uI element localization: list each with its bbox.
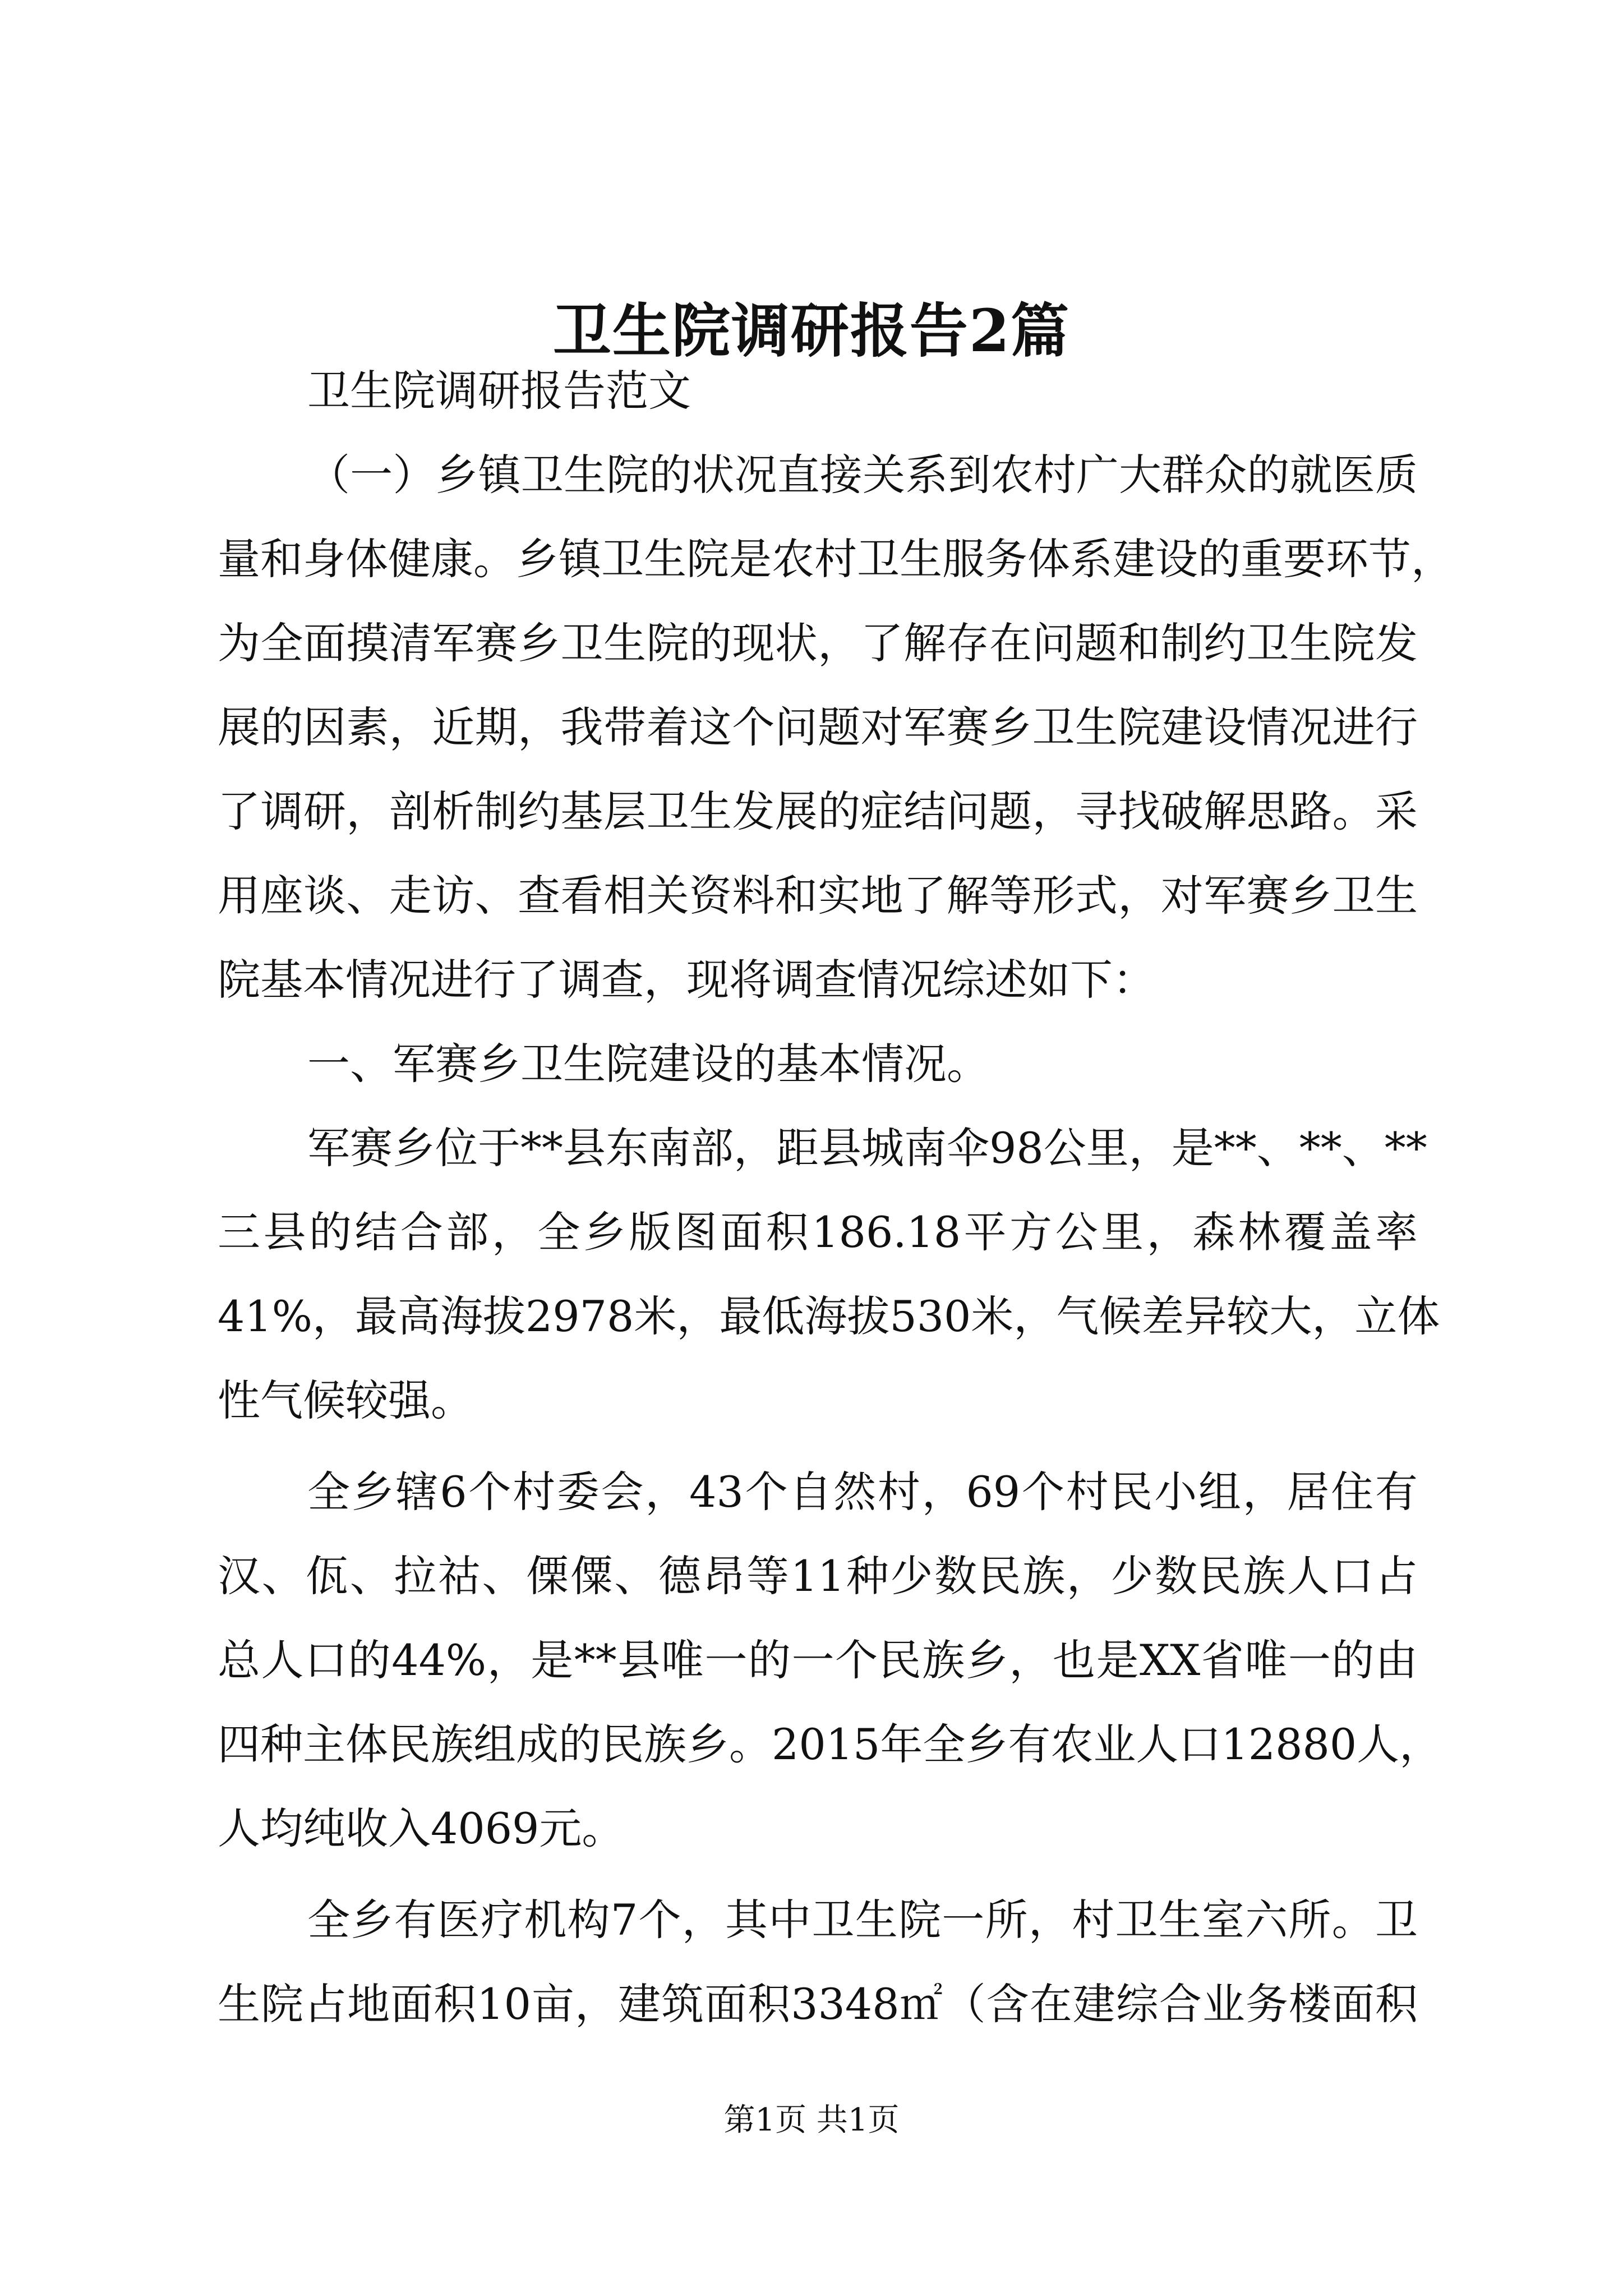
document-body: [218, 349, 1454, 2046]
paragraph-line: 了调研，剖析制约基层卫生发展的症结问题，寻找破解思路。采: [218, 786, 1418, 836]
section-heading: 一、军赛乡卫生院建设的基本情况。: [307, 1039, 989, 1089]
paragraph-line: 军赛乡位于**县东南部，距县城南伞98公里，是**、**、**: [307, 1123, 1427, 1173]
document-title: 卫生院调研报告2篇: [552, 296, 1071, 365]
paragraph-line: 院基本情况进行了调查，现将调查情况综述如下：: [218, 955, 1155, 1005]
paragraph-line: 生院占地面积10亩，建筑面积3348㎡（含在建综合业务楼面积: [218, 1979, 1418, 2029]
paragraph-line: 量和身体健康。乡镇卫生院是农村卫生服务体系建设的重要环节，: [218, 534, 1454, 584]
page-footer: 第1页 共1页: [723, 2102, 900, 2138]
paragraph-line: 总人口的44%，是**县唯一的一个民族乡，也是XX省唯一的由: [218, 1635, 1418, 1685]
paragraph-line: 用座谈、走访、查看相关资料和实地了解等形式，对军赛乡卫生: [218, 871, 1418, 921]
paragraph-line: 为全面摸清军赛乡卫生院的现状，了解存在问题和制约卫生院发: [218, 618, 1418, 668]
paragraph-line: 四种主体民族组成的民族乡。2015年全乡有农业人口12880人，: [218, 1719, 1442, 1769]
paragraph-line: （一）乡镇卫生院的状况直接关系到农村广大群众的就医质: [307, 450, 1418, 500]
paragraph-line: 全乡辖6个村委会，43个自然村，69个村民小组，居住有: [307, 1467, 1418, 1517]
paragraph-line: 汉、佤、拉祜、傈僳、德昂等11种少数民族，少数民族人口占: [218, 1551, 1418, 1601]
subtitle-line: 卫生院调研报告范文: [307, 366, 691, 416]
paragraph-line: 展的因素，近期，我带着这个问题对军赛乡卫生院建设情况进行: [218, 702, 1418, 752]
paragraph-line: 三县的结合部，全乡版图面积186.18平方公里，森林覆盖率: [218, 1207, 1418, 1257]
paragraph-line: 41%，最高海拔2978米，最低海拔530米，气候差异较大，立体: [218, 1291, 1440, 1341]
paragraph-line: 性气候较强。: [218, 1375, 473, 1425]
paragraph-line: 人均纯收入4069元。: [218, 1803, 625, 1853]
paragraph-line: 全乡有医疗机构7个，其中卫生院一所，村卫生室六所。卫: [307, 1895, 1418, 1945]
